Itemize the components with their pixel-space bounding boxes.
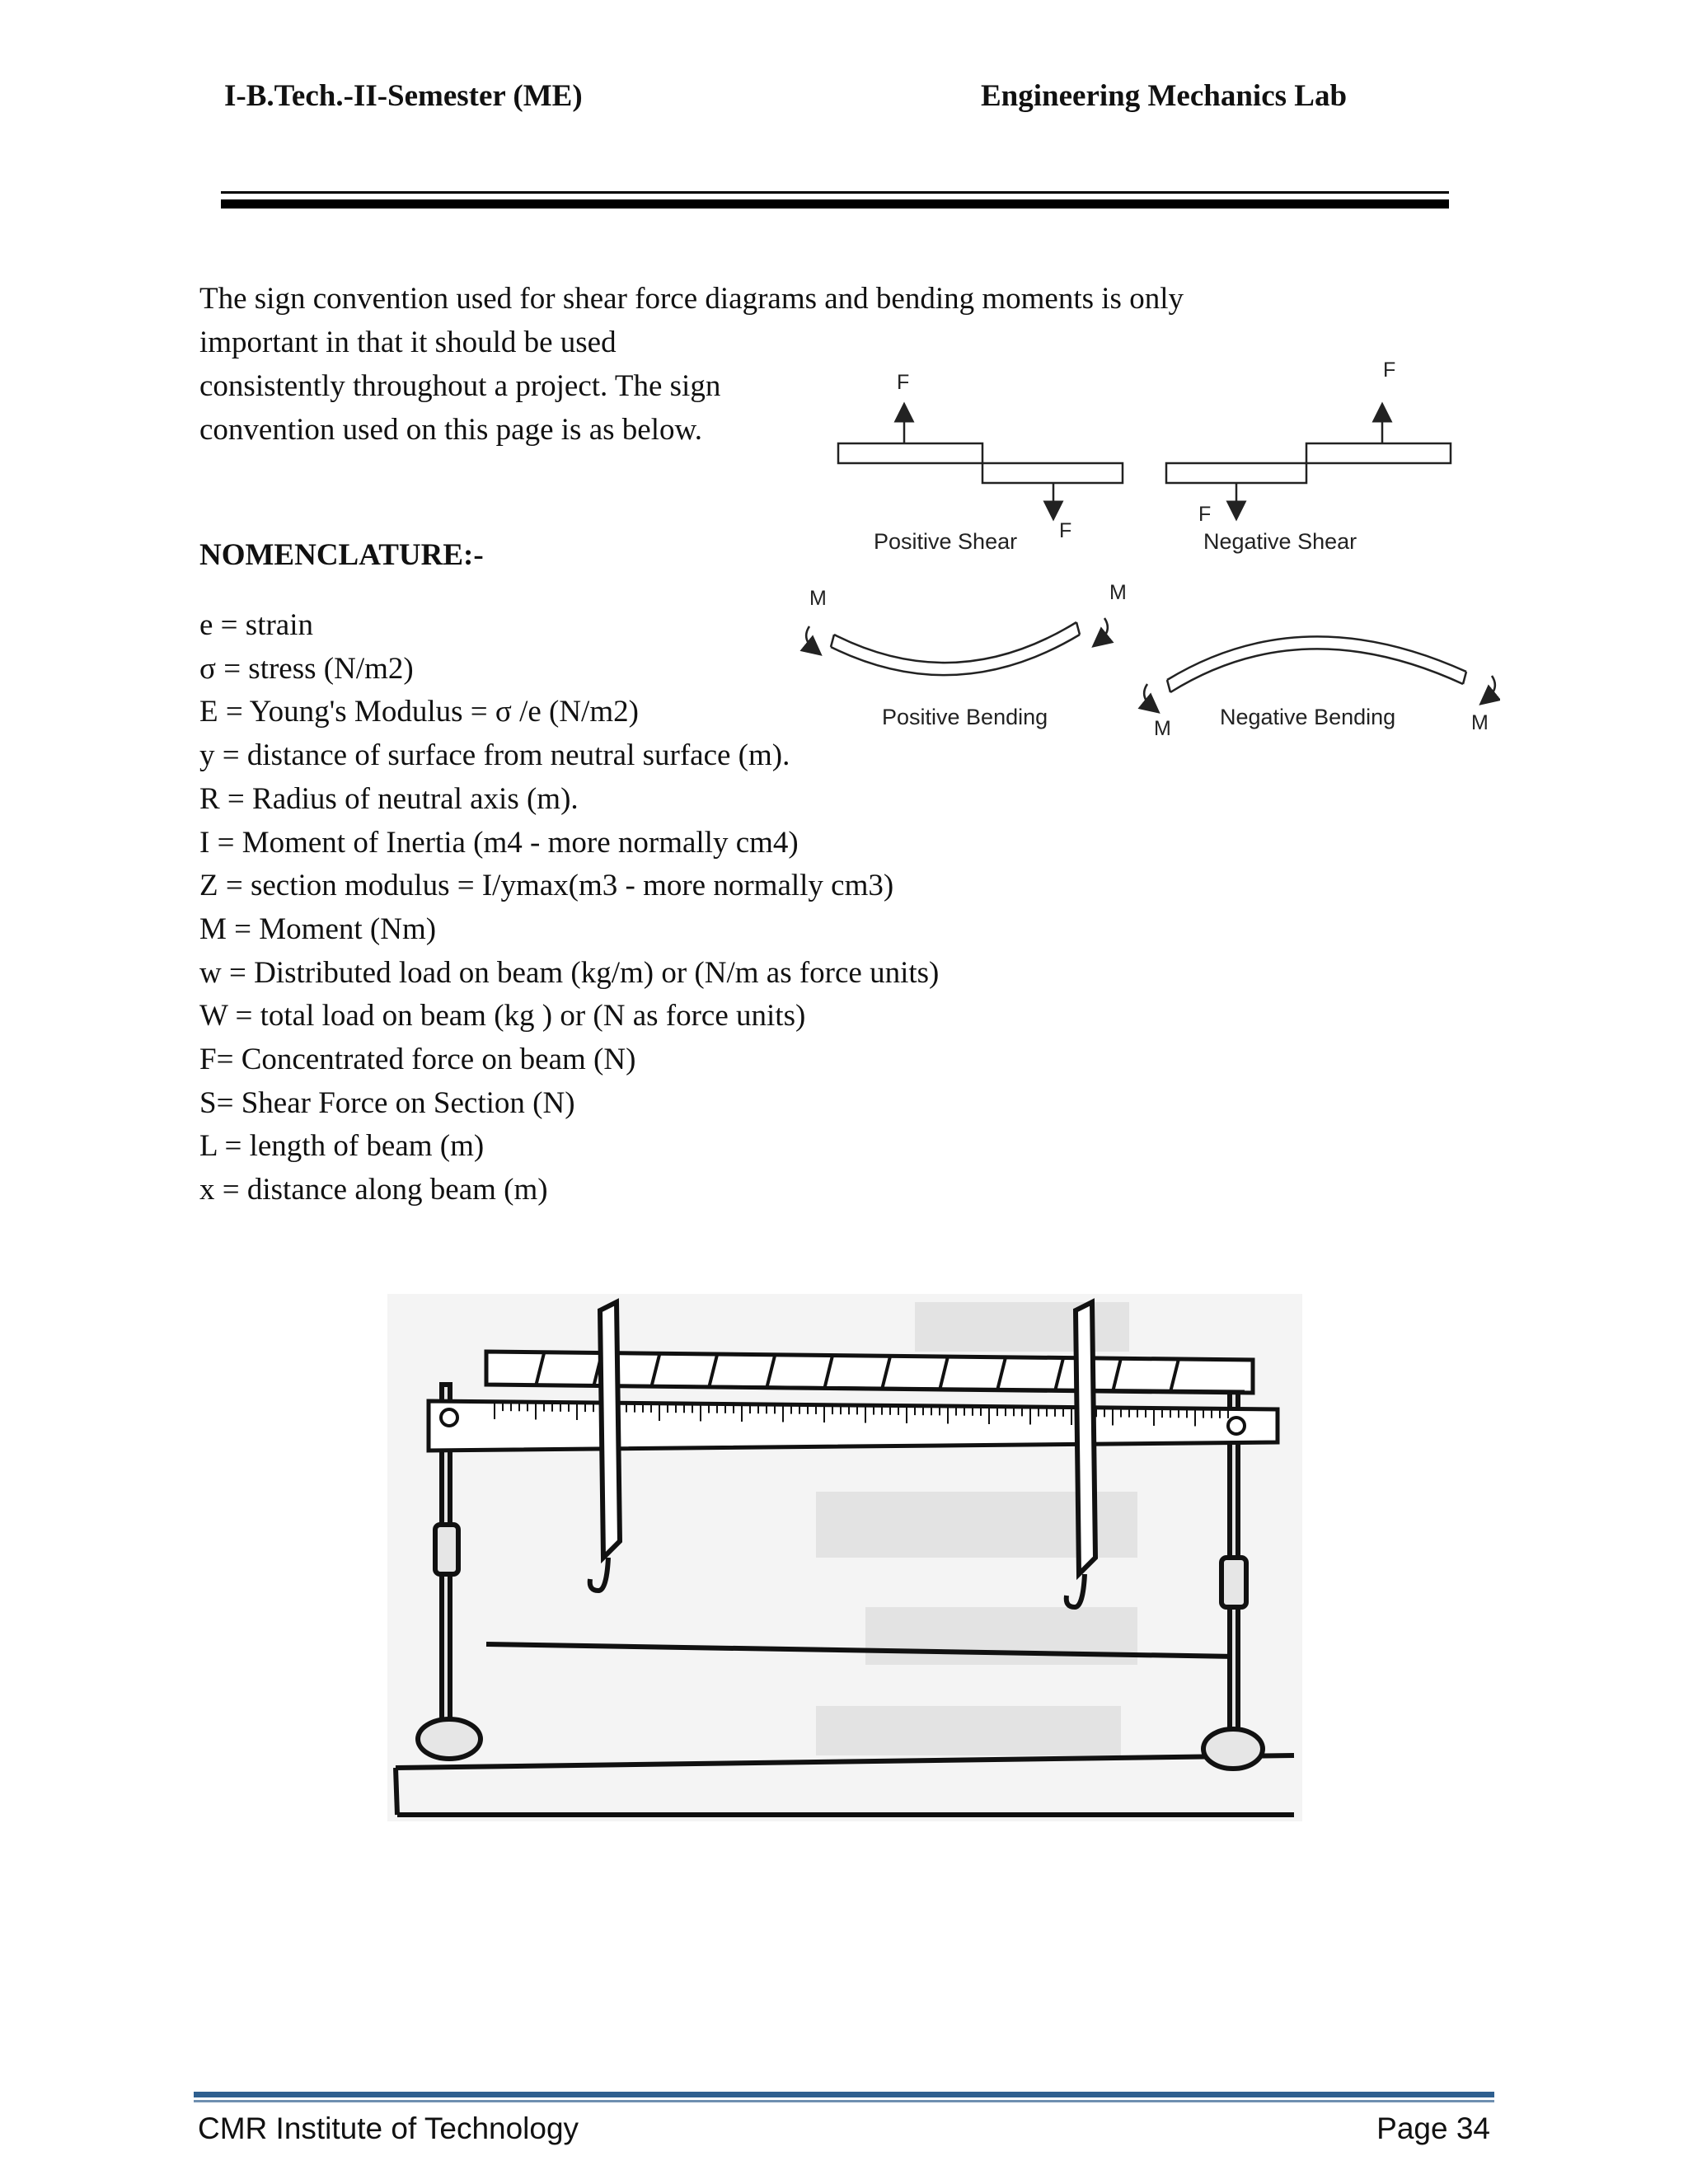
force-label-negative-up: F [1383, 359, 1396, 382]
footer-rule-thin [194, 2100, 1494, 2102]
nomenclature-item: E = Young's Modulus = σ /e (N/m2) [199, 695, 639, 729]
footer-rule-thick [194, 2092, 1494, 2097]
positive-shear-figure [838, 412, 1123, 511]
nomenclature-item: x = distance along beam (m) [199, 1173, 548, 1207]
nomenclature-list [199, 604, 939, 1212]
apparatus-illustration [387, 1294, 1302, 1821]
positive-bending-label: Positive Bending [882, 705, 1048, 729]
force-label-negative-down: F [1198, 503, 1212, 526]
negative-shear-label: Negative Shear [1203, 529, 1357, 554]
nomenclature-item: σ = stress (N/m2) [199, 651, 414, 686]
nomenclature-item: y = distance of surface from neutral surface (m). [199, 738, 790, 773]
nomenclature-item: W = total load on beam (kg ) or (N as force units) [199, 999, 806, 1033]
intro-line-2: important in that it should be used [199, 326, 617, 359]
header-subject: Engineering Mechanics Lab [981, 79, 1348, 113]
force-label-positive-up: F [897, 371, 910, 394]
intro-line-3: consistently throughout a project. The sign [199, 369, 721, 403]
header-rule-thick [221, 199, 1449, 209]
moment-label-negative-left: M [1154, 717, 1171, 740]
header-rule-thin [221, 191, 1449, 194]
intro-line-4: convention used on this page is as below. [199, 413, 703, 447]
nomenclature-item: I = Moment of Inertia (m4 - more normally cm4) [199, 825, 799, 860]
nomenclature-item: Z = section modulus = I/ymax(m3 - more normally cm3) [199, 869, 894, 903]
moment-label-negative-right: M [1471, 711, 1489, 734]
nomenclature-item: S= Shear Force on Section (N) [199, 1085, 575, 1120]
nomenclature-item: F= Concentrated force on beam (N) [199, 1043, 636, 1077]
positive-shear-label: Positive Shear [874, 529, 1018, 554]
moment-label-positive-right: M [1109, 581, 1127, 604]
nomenclature-item: R = Radius of neutral axis (m). [199, 781, 579, 816]
negative-shear-figure [1166, 412, 1451, 511]
nomenclature-item: e = strain [199, 608, 313, 642]
negative-bending-figure [1144, 636, 1495, 707]
nomenclature-item: w = Distributed load on beam (kg/m) or (N/m as force units) [199, 955, 940, 990]
nomenclature-heading: NOMENCLATURE:- [199, 538, 484, 572]
moment-label-positive-left: M [809, 587, 827, 610]
intro-line-1: The sign convention used for shear force diagrams and bending moments is only [199, 282, 1184, 316]
footer-institution: CMR Institute of Technology [198, 2111, 579, 2145]
nomenclature-item: M = Moment (Nm) [199, 912, 437, 946]
header-course: I-B.Tech.-II-Semester (ME) [224, 79, 583, 113]
nomenclature-item: L = length of beam (m) [199, 1129, 485, 1164]
force-label-positive-down: F [1059, 519, 1072, 542]
negative-bending-label: Negative Bending [1220, 705, 1396, 729]
apparatus-drawing [387, 1294, 1302, 1821]
page-number: Page 34 [1376, 2111, 1490, 2145]
